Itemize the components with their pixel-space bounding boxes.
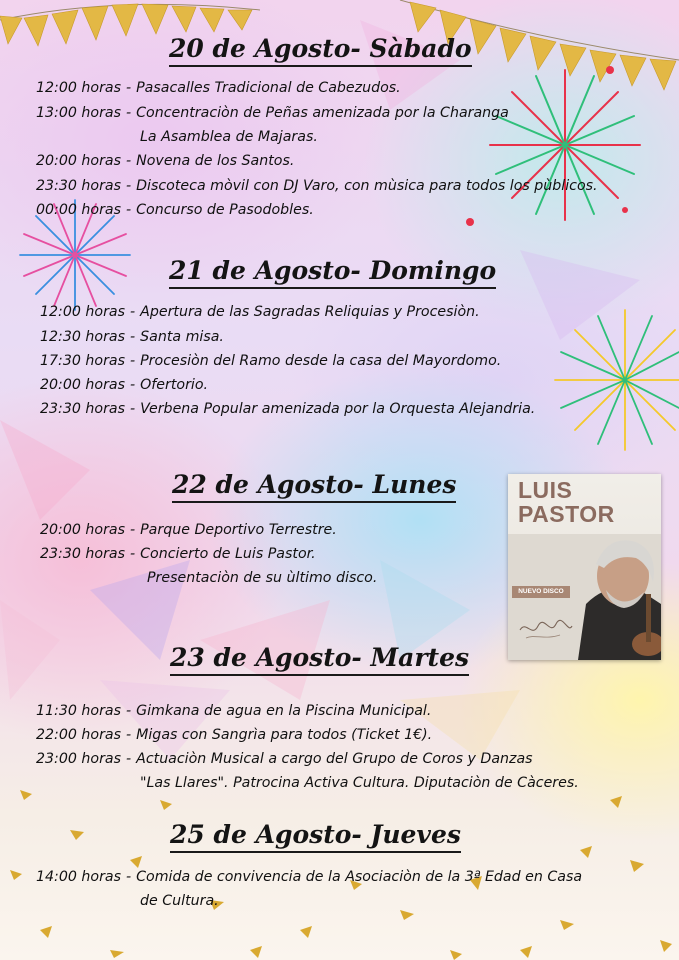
event-description: Actuaciòn Musical a cargo del Grupo de Coros y Danzas [136,751,533,767]
event-separator: - [126,153,132,169]
section-heading-23-agosto: 23 de Agosto- Martes [170,643,469,676]
event-time: 20:00 horas [36,153,121,169]
event-line [40,349,501,373]
event-time: 12:00 horas [40,304,125,320]
event-separator: - [130,353,136,369]
event-time: 17:30 horas [40,353,125,369]
event-time: 00:00 horas [36,202,121,218]
event-separator: - [130,522,136,538]
event-separator: - [126,178,132,194]
event-description: Apertura de las Sagradas Reliquias y Procesiòn. [140,304,480,320]
event-time: 23:30 horas [40,401,125,417]
poster-title-line2: PASTOR [518,501,615,527]
event-description: Concurso de Pasodobles. [136,202,314,218]
event-separator: - [130,546,136,562]
event-time: 22:00 horas [36,727,121,743]
event-line [40,373,208,397]
event-time: 12:00 horas [36,80,121,96]
event-time: 23:00 horas [36,751,121,767]
event-description: Concierto de Luis Pastor. [140,546,316,562]
event-description-continued: La Asamblea de Majaras. [140,129,318,145]
album-title-script [516,614,576,644]
section-heading-22-agosto: 22 de Agosto- Lunes [172,470,456,503]
luis-pastor-album-poster [508,474,661,660]
event-separator: - [126,703,132,719]
event-line [36,865,582,889]
event-time: 14:00 horas [36,869,121,885]
event-line [36,101,509,125]
event-separator: - [126,202,132,218]
event-description: Migas con Sangrìa para todos (Ticket 1€). [136,727,433,743]
event-line [40,300,480,324]
event-line [36,198,314,222]
event-line [40,325,224,349]
event-time: 12:30 horas [40,329,125,345]
event-line [36,149,294,173]
event-separator: - [130,401,136,417]
event-line [36,76,401,100]
poster-title [518,478,615,526]
event-description: Santa misa. [140,329,224,345]
event-description: Comida de convivencia de la Asociaciòn de la 3ª Edad en Casa [136,869,583,885]
event-time: 23:30 horas [40,546,125,562]
event-description: Concentraciòn de Peñas amenizada por la Charanga [136,105,509,121]
event-separator: - [130,304,136,320]
event-separator: - [126,869,132,885]
section-heading-25-agosto: 25 de Agosto- Jueves [170,820,461,853]
event-separator: - [126,80,132,96]
poster-title-line1: LUIS [518,477,573,503]
event-time: 20:00 horas [40,377,125,393]
event-time: 20:00 horas [40,522,125,538]
section-heading-21-agosto: 21 de Agosto- Domingo [169,256,496,289]
event-description: Verbena Popular amenizada por la Orquesta Alejandria. [140,401,536,417]
event-separator: - [126,751,132,767]
event-time: 13:00 horas [36,105,121,121]
event-line [36,174,598,198]
event-line [36,699,431,723]
event-line [40,518,337,542]
event-description: Pasacalles Tradicional de Cabezudos. [136,80,401,96]
event-description: Ofertorio. [140,377,209,393]
event-description: Novena de los Santos. [136,153,295,169]
event-description-continued: Presentaciòn de su ùltimo disco. [147,570,378,586]
event-separator: - [130,377,136,393]
event-line [40,542,316,566]
event-line [36,723,432,747]
event-line [40,397,535,421]
event-description: Discoteca mòvil con DJ Varo, con mùsica para todos los pùblicos. [136,178,598,194]
event-description-continued: de Cultura. [140,893,219,909]
event-separator: - [130,329,136,345]
event-separator: - [126,727,132,743]
event-description: Gimkana de agua en la Piscina Municipal. [136,703,432,719]
event-line [36,747,533,771]
event-time: 11:30 horas [36,703,121,719]
event-description: Parque Deportivo Terrestre. [140,522,337,538]
poster-badge: NUEVO DISCO [512,586,570,598]
event-time: 23:30 horas [36,178,121,194]
event-description-continued: "Las Llares". Patrocina Activa Cultura. Diputaciòn de Càceres. [140,775,579,791]
event-description: Procesiòn del Ramo desde la casa del Mayordomo. [140,353,502,369]
event-separator: - [126,105,132,121]
section-heading-20-agosto: 20 de Agosto- Sàbado [169,34,472,67]
